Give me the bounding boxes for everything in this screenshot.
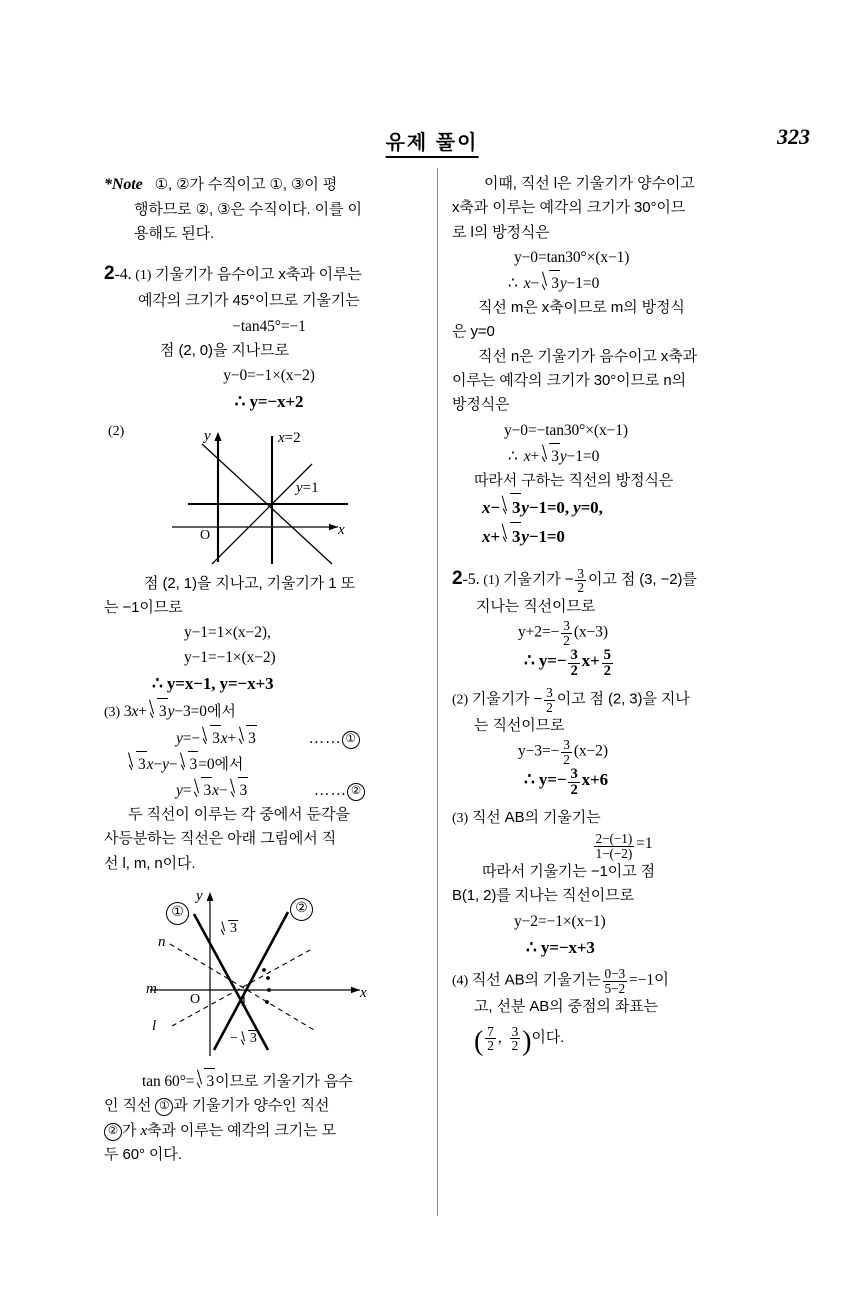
sqrt-3-icon: 3 xyxy=(201,725,221,751)
part3-eq-src-2: 3x−y− 3=0 xyxy=(126,756,214,773)
paren-close: ) xyxy=(522,1026,532,1058)
cont-n-text-3: 방정식은 xyxy=(452,396,510,414)
p2-5-2-answer: ∴ y=− $\frac{3}{2}$ x+6 xyxy=(524,766,609,798)
problem-2-4-heading xyxy=(104,259,434,290)
note-text-1: ①, ②가 수직이고 ①, ③이 평 xyxy=(154,176,338,193)
figure-graph-1 xyxy=(160,422,410,570)
p2-5-4-line-1 xyxy=(452,967,782,995)
part3-eq-2-row xyxy=(104,777,434,803)
note-block xyxy=(104,172,434,247)
figure-2-label-sqrt3 xyxy=(218,920,238,937)
sqrt-3-icon: 3 xyxy=(148,698,168,724)
part2-block xyxy=(104,422,434,572)
sqrt-3-icon: 3 xyxy=(239,1030,258,1047)
figure-2-label-y: y xyxy=(196,888,203,905)
figure-1-label-x: x xyxy=(338,521,345,538)
sqrt-3-icon: 3 xyxy=(179,751,199,777)
p2-5-part2 xyxy=(452,686,782,797)
p2-5-2-text-2: 는 직선이므로 xyxy=(474,717,565,734)
part2-answer: ∴ y=x−1, y=−x+3 xyxy=(152,674,274,694)
part3-eq-1: y=− 3x+ 3 xyxy=(176,730,257,747)
p2-5-3-text-1: 직선 AB의 기울기는 xyxy=(471,809,601,827)
page-number: 323 xyxy=(777,124,810,149)
cont-eq-3: y−0=−tan30°×(x−1) xyxy=(504,421,628,439)
cont-answer-2: x+ 3y−1=0 xyxy=(452,522,782,551)
part-marker-2-5-3: (3) xyxy=(452,811,469,827)
p2-5-2-line-1 xyxy=(452,686,782,714)
part3-text-eseo-1: 에서 xyxy=(206,702,236,720)
sqrt-3-icon: 3 xyxy=(540,270,560,296)
p2-5-3-text-3: B(1, 2)를 지나는 직선이므로 xyxy=(452,887,634,905)
figure-1-label-y: y xyxy=(204,427,211,444)
eq-dots: …… xyxy=(308,729,342,747)
part1-text-1: 기울기가 음수이고 x축과 이루는 xyxy=(155,265,362,283)
part3-text-2: 사등분하는 직선은 아래 그림에서 직 xyxy=(104,830,337,848)
part3-eq-src-1: 3x+ 3y−3=0 xyxy=(124,703,207,720)
cont-eq-4: ∴ x+ 3y−1=0 xyxy=(452,443,782,469)
conclusion-line-2: 인 직선 ① 과 기울기가 양수인 직선 xyxy=(104,1097,330,1115)
midpoint-x: $\frac{7}{2}$ xyxy=(487,1023,494,1054)
figure-2-label-line2: ② xyxy=(290,898,313,921)
midpoint-y: $\frac{3}{2}$ xyxy=(511,1023,519,1054)
p2-5-part3 xyxy=(452,805,782,961)
part3-eq-2: y= 3x− 3 xyxy=(176,782,248,799)
sqrt-3-icon: 3 xyxy=(192,777,212,803)
part-marker-2-5-4: (4) xyxy=(452,973,469,989)
tan60-expr: tan 60°= 3 xyxy=(142,1073,215,1090)
part-marker-3: (3) xyxy=(104,704,121,720)
conclusion-text-1: 이므로 기울기가 음수 xyxy=(215,1073,353,1091)
sqrt-3-icon: 3 xyxy=(540,443,560,469)
problem-2-5 xyxy=(452,564,782,678)
part3-block xyxy=(104,698,434,876)
part1-eq-1: −tan45°=−1 xyxy=(232,317,306,335)
cont-m-text-1: 직선 m은 x축이므로 m의 방정식 xyxy=(478,299,685,317)
p2-5-3-answer: ∴ y=−x+3 xyxy=(526,937,595,957)
cont-final-text: 따라서 구하는 직선의 방정식은 xyxy=(474,471,674,489)
sqrt-3-icon: 3 xyxy=(127,751,147,777)
cont-n-text-1: 직선 n은 기울기가 음수이고 x축과 xyxy=(478,347,697,365)
p2-5-3-text-2: 따라서 기울기는 −1이고 점 xyxy=(482,863,656,881)
part1-eq-2: y−0=−1×(x−2) xyxy=(223,366,315,384)
figure-2-label-origin: O xyxy=(190,992,201,1008)
note-line-3: 용해도 된다. xyxy=(134,225,215,243)
fraction-3-2: $\frac{3}{2}$ xyxy=(563,618,570,648)
part1-answer: ∴ y=−x+2 xyxy=(234,392,304,412)
part-marker-2-5-1: (1) xyxy=(483,573,500,589)
figure-2-label-x: x xyxy=(360,985,367,1002)
figure-2-label-line1: ① xyxy=(166,902,189,925)
sqrt-3-icon: 3 xyxy=(219,920,238,937)
p2-5-4-text-1: 직선 AB의 기울기는 xyxy=(471,971,601,989)
comma: , xyxy=(497,1029,502,1047)
part3-text-eseo-2: 에서 xyxy=(214,755,244,773)
p2-5-3-line-1 xyxy=(452,805,782,831)
cont-answer-1: x− 3y−1=0, y=0, xyxy=(452,493,782,522)
part3-eq-1-row xyxy=(104,725,434,751)
fraction-5-2: $\frac{5}{2}$ xyxy=(603,647,611,679)
left-column xyxy=(104,172,434,1167)
paren-open: ( xyxy=(474,1026,484,1058)
p2-5-1-answer: ∴ y=− $\frac{3}{2}$ x+ $\frac{5}{2}$ xyxy=(524,647,611,679)
figure-1-label-x2: x=2 xyxy=(278,429,301,446)
figure-2-label-neg-sqrt3: − 3 xyxy=(230,1031,257,1047)
cont-n-text-2: 이루는 예각의 크기가 30°이므로 n의 xyxy=(452,372,686,389)
fraction-3-2: $\frac{3}{2}$ xyxy=(570,766,578,798)
part1-text-3: 점 (2, 0)을 지나므로 xyxy=(160,341,289,359)
part2-eq-2: y−1=−1×(x−2) xyxy=(184,649,276,667)
page-header xyxy=(0,126,868,160)
figure-1-label-origin: O xyxy=(200,527,211,543)
part2-text-1: 점 (2, 1)을 지나고, 기울기가 1 또 xyxy=(144,574,355,592)
slope-fraction: $\frac{2-(-1)}{1-(-2)}$ xyxy=(595,831,633,861)
cont-text-3: 로 l의 방정식은 xyxy=(452,223,550,241)
problem-2-4 xyxy=(104,259,434,416)
part3-text-3: 선 l, m, n이다. xyxy=(104,854,196,872)
problem-suffix: -4. xyxy=(114,265,132,283)
part3-line-2 xyxy=(104,751,434,777)
cont-m-text-2: 은 y=0 xyxy=(452,323,495,341)
part2-eq-1: y−1=1×(x−2), xyxy=(184,624,271,642)
sqrt-3-icon: 3 xyxy=(195,1068,215,1094)
conclusion-line-1 xyxy=(104,1068,434,1094)
p2-5-1-text-a: 기울기가 − xyxy=(503,571,574,589)
part1-text-2: 예각의 크기가 45°이므로 기울기는 xyxy=(138,292,360,310)
figure-2-label-m: m xyxy=(146,981,157,998)
fraction-3-2: $\frac{3}{2}$ xyxy=(570,647,578,679)
p2-5-1-text-2: 지나는 직선이므로 xyxy=(476,597,596,615)
note-line-1 xyxy=(104,172,434,198)
page-title: 유제 풀이 xyxy=(386,126,479,158)
note-line-2: 행하므로 ②, ③은 수직이다. 이를 이 xyxy=(134,200,362,218)
p2-5-3-frac-row: $\frac{2-(-1)}{1-(-2)}$ =1 xyxy=(595,831,653,861)
figure-2-label-n: n xyxy=(158,934,166,951)
p2-5-part4 xyxy=(452,967,782,1064)
p2-5-2-text-b: 이고 점 (2, 3)을 지나 xyxy=(556,690,690,708)
p2-5-1-eq-1: y+2=− $\frac{3}{2}$ (x−3) xyxy=(518,618,608,648)
fraction-3-2: $\frac{3}{2}$ xyxy=(577,565,584,596)
sqrt-3-icon: 3 xyxy=(501,493,521,522)
figure-2-label-l: l xyxy=(152,1018,157,1035)
right-column xyxy=(452,172,782,1065)
circled-2: ② xyxy=(104,1123,122,1141)
sqrt-3-icon: 3 xyxy=(501,522,521,551)
sqrt-3-icon: 3 xyxy=(229,777,249,803)
fraction-3-2: $\frac{3}{2}$ xyxy=(546,685,553,715)
slope-fraction-2: $\frac{0-3}{5-2}$ xyxy=(604,966,626,996)
conclusion-line-4: 두 60° 이다. xyxy=(104,1145,182,1163)
cont-eq-1: y−0=tan30°×(x−1) xyxy=(514,248,630,266)
part2-text-2: 는 −1이므로 xyxy=(104,598,183,616)
part2-text-block xyxy=(104,572,434,698)
continuation-block xyxy=(452,172,782,550)
p2-5-2-eq-1: y−3=− $\frac{3}{2}$ (x−2) xyxy=(518,737,608,767)
problem-suffix-2-5: -5. xyxy=(462,571,480,589)
cont-text-1: 이때, 직선 l은 기울기가 양수이고 xyxy=(484,175,695,192)
circled-1: ① xyxy=(155,1098,173,1116)
conclusion-line-3: ② 가 x축과 이루는 예각의 크기는 모 xyxy=(104,1119,434,1143)
p2-5-3-eq-1: y−2=−1×(x−1) xyxy=(514,912,606,930)
sqrt-3-icon: 3 xyxy=(237,725,257,751)
part3-text-1: 두 직선이 이루는 각 중에서 둔각을 xyxy=(128,806,350,824)
part-marker-1: (1) xyxy=(135,267,152,283)
problem-number-2-5: 2 xyxy=(452,568,463,590)
problem-number: 2 xyxy=(104,262,115,284)
part3-line-1 xyxy=(104,698,434,725)
part3-conclusion xyxy=(104,1068,434,1167)
problem-2-5-heading xyxy=(452,564,782,595)
cont-eq-2: ∴ x− 3y−1=0 xyxy=(452,270,782,296)
p2-5-1-text-b: 이고 점 (3, −2)를 xyxy=(587,571,697,589)
p2-5-4-text-3: 이다. xyxy=(531,1029,565,1047)
p2-5-2-text-a: 기울기가 − xyxy=(471,690,543,708)
eq-tag-2: ② xyxy=(347,783,365,801)
part-marker-2-5-2: (2) xyxy=(452,692,469,708)
figure-2-label-one: 1 xyxy=(240,994,248,1011)
p2-5-4-text-2: 고, 선분 AB의 중점의 좌표는 xyxy=(474,997,659,1015)
fraction-3-2: $\frac{3}{2}$ xyxy=(563,737,570,767)
eq-dots: …… xyxy=(313,782,347,800)
p2-5-4-midpoint-row xyxy=(452,1019,782,1064)
part-marker-2: (2) xyxy=(108,423,125,439)
cont-text-2: x축과 이루는 예각의 크기가 30°이므 xyxy=(452,199,686,217)
figure-graph-2 xyxy=(142,878,472,1064)
figure-1-label-y1: y=1 xyxy=(296,479,319,496)
p2-5-4-frac-eq: =−1이 xyxy=(629,971,669,989)
note-label: *Note xyxy=(104,176,143,193)
eq-tag-1: ① xyxy=(342,731,360,749)
